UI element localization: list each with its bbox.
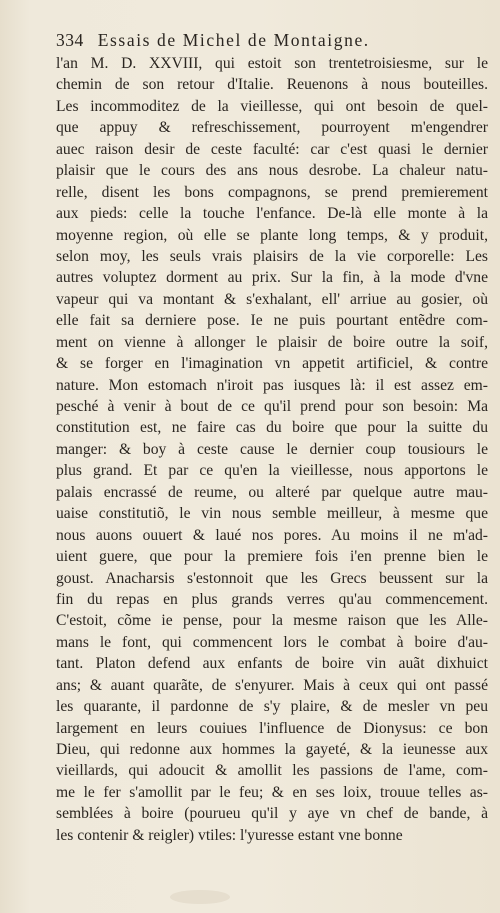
text-line: nature. Mon estomach n'iroit pas iusques là: il est assez em- [56,376,488,394]
text-line: plaisir que le cours des ans nous desrobe. La chaleur natu- [56,162,488,180]
text-line: aux pieds: celle la touche l'enfance. De-là elle monte à la [56,205,488,223]
text-line: l'an M. D. XXVIII, qui estoit son trentetroisiesme, sur le [56,55,488,72]
text-line: les contenir & reigler) vtiles: l'yuresse estant vne bonne [56,826,403,844]
text-line: autres voluptez dorment au prix. Sur la fin, à la mode d'vne [56,269,488,287]
text-line: Dieu, qui redonne aux hommes la gayeté, & la ieunesse aux [56,741,488,758]
text-line: constitution est, ne faire cas du boire que pour la suitte du [56,419,488,437]
text-line: Les incommoditez de la vieillesse, qui ont besoin de quel- [56,97,488,115]
running-title: Essais de Michel de Montaigne. [97,30,370,50]
text-line: vieillards, qui adoucit & amollit les passions de l'ame, com- [56,762,488,780]
running-header [56,30,476,50]
text-line: palais encrassé de reume, ou alteré par quelque autre mau- [56,483,488,501]
text-body [56,53,488,846]
text-line: goust. Anacharsis s'estonnoit que les Grecs beussent sur la [56,569,488,587]
text-line: pesché à venir à bout de ce qu'il prend pour son besoin: Ma [56,398,488,415]
text-line: tant. Platon defend aux enfants de boire vin auãt dixhuict [56,655,488,673]
text-line: largement en leurs couiues l'influence de Dionysus: ce bon [56,719,488,737]
paper-stain [170,890,230,904]
text-line: relle, disent les bons compagnons, se prend premierement [56,183,488,201]
text-line: chemin de son retour d'Italie. Reuenons à nous bouteilles. [56,76,488,94]
text-line: les quarante, il pardonne de s'y plaire, & de mesler vn peu [56,698,488,716]
text-line: selon moy, les seuls vrais plaisirs de la vie corporelle: Les [56,247,488,265]
text-line: uient guere, que pour la premiere fois i'en prenne bien le [56,548,488,566]
text-line: auec raison desir de ceste faculté: car c'est quasi le dernier [56,140,488,158]
text-line: vapeur qui va montant & s'exhalant, ell' arriue au gosier, où [56,290,488,308]
text-line: mans le font, qui commencent lors le combat à boire d'au- [56,633,488,651]
text-line: & se forger en l'imagination vn appetit artificiel, & contre [56,355,488,373]
text-line: uaise constitutiõ, le vin nous semble meilleur, à mesme que [56,505,488,523]
text-line: que appuy & refreschissement, pourroyent m'engendrer [56,119,488,137]
text-line: elle fait sa derniere pose. Ie ne puis pourtant entẽdre com- [56,312,488,330]
text-line: moyenne region, où elle se plante long temps, & y produit, [56,226,488,244]
text-line: semblées à boire (pourueu qu'il y aye vn chef de bande, à [56,805,488,823]
text-line: manger: & boy à ceste cause le dernier coup tousiours le [56,440,488,458]
text-line: ans; & auant quarãte, de s'enyurer. Mais à ceux qui ont passé [56,676,488,694]
text-line: C'estoit, cõme ie pense, pour la mesme raison que les Alle- [56,612,488,630]
text-line: ment on vienne à allonger le plaisir de boire outre la soif, [56,333,488,351]
text-line: me le fer s'amollit par le feu; & en ses loix, trouue telles as- [56,783,488,801]
text-line: plus grand. Et par ce qu'en la vieillesse, nous apportons le [56,462,488,480]
text-line: nous auons ouuert & laué nos pores. Au moins il ne m'ad- [56,526,488,544]
text-line: fin du repas en plus grands verres qu'au commencement. [56,590,488,608]
page-number: 334 [56,30,84,50]
